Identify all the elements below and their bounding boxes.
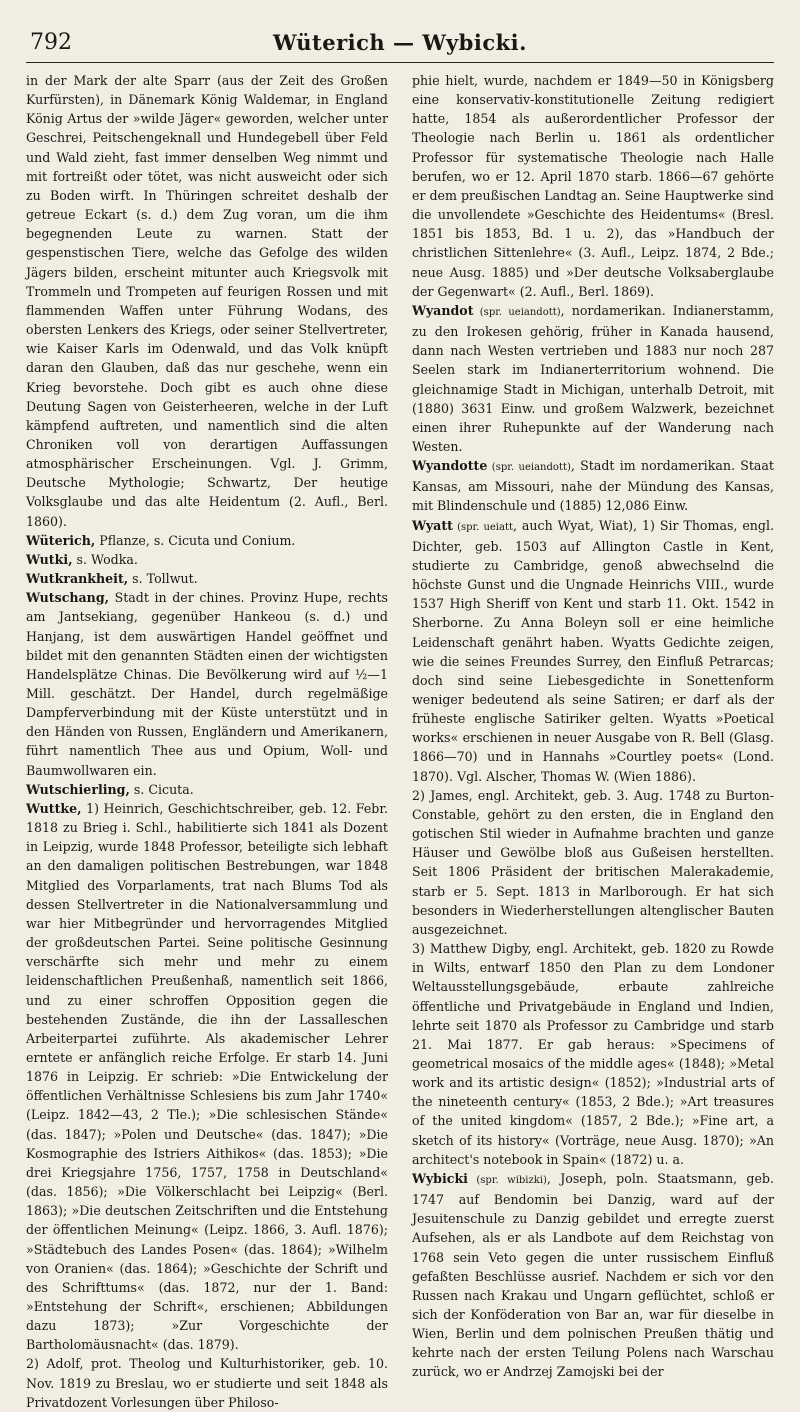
entry-headword: Wyatt (412, 517, 453, 533)
entry-headword: Wutki, (26, 551, 73, 567)
entry-text: in der Mark der alte Sparr (aus der Zeit des Großen Kurfürsten), in Dänemark König Waldemar, in England König Artus der »wilde Jäger« geworden, welcher unter Geschrei, Peitschengeknall und Hundegebell über Feld und Wald zieht, fast immer denselben Weg nimmt und mit fortreißt oder tötet, was nicht ausweicht oder sich zu Boden wirft. In Thüringen schreitet deshalb der getreue Eckart (s. d.) dem Zug voran, um die ihm begegnenden Leute zu warnen. Statt der gespenstischen Tiere, welche das Gefolge des wilden Jägers bilden, erscheint mitunter auch Kriegsvolk mit Trommeln und Trompeten auf feurigen Rossen und mit flammenden Waffen unter Führung Wodans, des obersten Lenkers des Kriegs, oder seiner Stellvertreter, wie Kaiser Karls im Odenwald, und das Volk knüpft daran den Glauben, daß das nur geschehe, wenn ein Krieg bevorstehe. Doch gibt es auch ohne diese Deutung Sagen von Geisterheeren, welche in der Luft kämpfend auftreten, und namentlich sind die alten Chroniken voll von derartigen Auffassungen atmosphärischer Erscheinungen. Vgl. J. Grimm, Deutsche Mythologie; Schwartz, Der heutige Volksglaube und das alte Heidentum (2. Aufl., Berl. 1860). (26, 73, 388, 529)
entry-paragraph (26, 1354, 388, 1411)
dictionary-entry (26, 588, 388, 780)
dictionary-entry (412, 516, 774, 786)
running-head: Wüterich — Wybicki. (273, 30, 527, 55)
entry-text: phie hielt, wurde, nachdem er 1849—50 in Königsberg eine konservativ-konstitutionelle Zeitung redigiert hatte, 1854 als außerordentlicher Professor der Theologie nach Berlin u. 1861 als ordentlicher Professor für systematische Theologie nach Halle berufen, wo er 12. April 1870 starb. 1866—67 gehörte er dem preußischen Landtag an. Seine Hauptwerke sind die unvollendete »Geschichte des Heidentums« (Bresl. 1851 bis 1853, Bd. 1 u. 2), das »Handbuch der christlichen Sittenlehre« (3. Aufl., Leipz. 1874, 2 Bde.; neue Ausg. 1885) und »Der deutsche Volksaberglaube der Gegenwart« (2. Aufl., Berl. 1869). (412, 73, 774, 299)
entry-pronunciation: (spr. ueiandott) (473, 306, 561, 318)
entry-text: , nordamerikan. Indianerstamm, zu den Irokesen gehörig, früher in Kanada hausend, dann nach Westen vertrieben und 1883 nur noch 287 Seelen stark im Indianerterritorium wohnend. Die gleichnamige Stadt in Michigan, unterhalb Detroit, mit (1880) 3631 Einw. und großem Walzwerk, bezeichnet einen ihrer Ruhepunkte auf der Wanderung nach Westen. (412, 302, 774, 454)
entry-headword: Wutschang, (26, 590, 110, 606)
entry-text: , Joseph, poln. Staatsmann, geb. 1747 auf Bendomin bei Danzig, ward auf der Jesuitenschule zu Danzig gebildet und erregte zuerst Aufsehen, als er als Landbote auf dem Reichstag von 1768 sein Veto gegen die unter russischem Einfluß gefaßten Beschlüsse ausrief. Nachdem er sich vor den Russen nach Krakau und Ungarn geflüchtet, schloß er sich der Konföderation von Bar an, war für dieselbe in Wien, Berlin und dem polnischen Preußen thätig und kehrte nach der ersten Teilung Polens nach Warschau zurück, wo er Andrzej Zamojski bei der (412, 1170, 774, 1380)
entry-paragraph (412, 71, 774, 301)
entry-pronunciation: (spr. wibizki) (467, 1174, 547, 1186)
entry-text: , auch Wyat, Wiat), 1) Sir Thomas, engl. Dichter, geb. 1503 auf Allington Castle in Kent, studierte zu Cambridge, genoß abwechselnd die höchste Gunst und die Ungnade Heinrichs VIII., wurde 1537 High Sheriff von Kent und starb 11. Okt. 1542 in Sherborne. Zu Anna Boleyn soll er eine heimliche Leidenschaft genährt haben. Wyatts Gedichte zeigen, wie die seines Freundes Surrey, den Einfluß Petrarcas; doch sind seine Liebesgedichte in Sonettenform weniger bedeutend als seine Satiren; er darf als der früheste englische Satiriker gelten. Wyatts »Poetical works« erschienen in neuer Ausgabe von R. Bell (Glasg. 1866—70) und in Hannahs »Courtley poets« (Lond. 1870). Vgl. Alscher, Thomas W. (Wien 1886). (412, 517, 774, 784)
entry-text: s. Tollwut. (128, 571, 198, 587)
dictionary-entry (26, 531, 388, 550)
page-number: 792 (30, 30, 72, 55)
entry-headword: Wyandot (412, 302, 474, 318)
entry-headword: Wybicki (412, 1170, 468, 1186)
dictionary-entry (412, 1169, 774, 1382)
entry-text: s. Cicuta. (129, 781, 194, 797)
entry-headword: Wutkrankheit, (26, 571, 129, 587)
left-column (26, 71, 388, 1412)
right-column (412, 71, 774, 1412)
entry-text: 2) James, engl. Architekt, geb. 3. Aug. 1748 zu Burton-Constable, gehört zu den ersten, die in England den gotischen Stil wieder in Aufnahme brachten und ganze Häuser und Gewölbe bloß aus Gußeisen herstellten. Seit 1806 Präsident der britischen Malerakademie, starb er 5. Sept. 1813 in Marlborough. Er hat sich besonders in Wiederherstellungen altenglischer Bauten ausgezeichnet. (412, 787, 774, 937)
dictionary-entry (412, 301, 774, 456)
entry-text: Pflanze, s. Cicuta und Conium. (95, 532, 296, 548)
entry-text: s. Wodka. (72, 551, 138, 567)
entry-headword: Wyandotte (412, 458, 488, 474)
entry-text: Stadt in der chines. Provinz Hupe, rechts am Jantsekiang, gegenüber Hankeou (s. d.) und Hanjang, ist dem auswärtigen Handel geöffnet und bildet mit den genannten Städten einen der wichtigsten Handelsplätze Chinas. Die Bevölkerung wird auf ½—1 Mill. geschätzt. Der Handel, durch regelmäßige Dampferverbindung mit der Küste unterstützt und in den Händen von Russen, Engländern und Amerikanern, führt namentlich Thee aus und Opium, Woll- und Baumwollwaren ein. (26, 590, 388, 778)
dictionary-entry (26, 569, 388, 588)
entry-headword: Wutschierling, (26, 781, 130, 797)
text-columns (26, 71, 774, 1412)
entry-text: 3) Matthew Digby, engl. Architekt, geb. 1820 zu Rowde in Wilts, entwarf 1850 den Plan zu dem Londoner Weltausstellungsgebäude, erbaute zahlreiche öffentliche und Privatgebäude in England und Indien, lehrte seit 1870 als Professor zu Cambridge und starb 21. Mai 1877. Er gab heraus: »Specimens of geometrical mosaics of the middle ages« (1848); »Metal work and its artistic design« (1852); »Industrial arts of the nineteenth century« (1853, 2 Bde.); »Art treasures of the united kingdom« (1857, 2 Bde.); »Fine art, a sketch of its history« (Vorträge, neue Ausg. 1870); »An architect's notebook in Spain« (1872) u. a. (412, 941, 774, 1167)
dictionary-entry (412, 456, 774, 515)
entry-headword: Wüterich, (26, 532, 96, 548)
dictionary-entry (26, 799, 388, 1355)
entry-text: 1) Heinrich, Geschichtschreiber, geb. 12. Febr. 1818 zu Brieg i. Schl., habilitierte sich 1841 als Dozent in Leipzig, wurde 1848 Professor, beteiligte sich lebhaft an den damaligen politischen Bestrebungen, war 1848 Mitglied des Vorparlaments, trat nach Blums Tod als dessen Stellvertreter in die Nationalversammlung und war hier Mitbegründer und hervorragendes Mitglied der großdeutschen Partei. Seine politische Gesinnung verschärfte sich mehr und mehr zu einem leidenschaftlichen Preußenhaß, namentlich seit 1866, und zu einer schroffen Opposition gegen die bestehenden Zustände, die ihn der Lassalleschen Arbeiterpartei zuführte. Als akademischer Lehrer erntete er anfänglich reiche Erfolge. Er starb 14. Juni 1876 in Leipzig. Er schrieb: »Die Entwickelung der öffentlichen Verhältnisse Schlesiens bis zum Jahr 1740« (Leipz. 1842—43, 2 Tle.); »Die schlesischen Stände« (das. 1847); »Polen und Deutsche« (das. 1847); »Die Kosmographie des Istriers Aithikos« (das. 1853); »Die drei Kriegsjahre 1756, 1757, 1758 in Deutschland« (das. 1856); »Die Völkerschlacht bei Leipzig« (Berl. 1863); »Die deutschen Zeitschriften und die Entstehung der öffentlichen Meinung« (Leipz. 1866, 3. Aufl. 1876); »Städtebuch des Landes Posen« (das. 1864); »Wilhelm von Oranien« (das. 1864); »Geschichte der Schrift und des Schrifttums« (das. 1872, nur der 1. Band: »Entstehung der Schrift«, erschienen; Abbildungen dazu 1873); »Zur Vorgeschichte der Bartholomäusnacht« (das. 1879). (26, 800, 388, 1353)
entry-text: 2) Adolf, prot. Theolog und Kulturhistoriker, geb. 10. Nov. 1819 zu Breslau, wo er studierte und seit 1848 als Privatdozent Vorlesungen über Philoso- (26, 1356, 388, 1410)
entry-paragraph (26, 71, 388, 531)
entry-paragraph (412, 939, 774, 1169)
dictionary-entry (26, 550, 388, 569)
entry-pronunciation: (spr. ueiandott) (487, 462, 571, 474)
entry-headword: Wuttke, (26, 800, 82, 816)
entry-paragraph (412, 786, 774, 939)
page-header (26, 28, 774, 63)
entry-text: , Stadt im nordamerikan. Staat Kansas, am Missouri, nahe der Mündung des Kansas, mit Blindenschule und (1885) 12,086 Einw. (412, 458, 774, 514)
dictionary-entry (26, 780, 388, 799)
entry-pronunciation: (spr. ueiatt (452, 521, 513, 533)
